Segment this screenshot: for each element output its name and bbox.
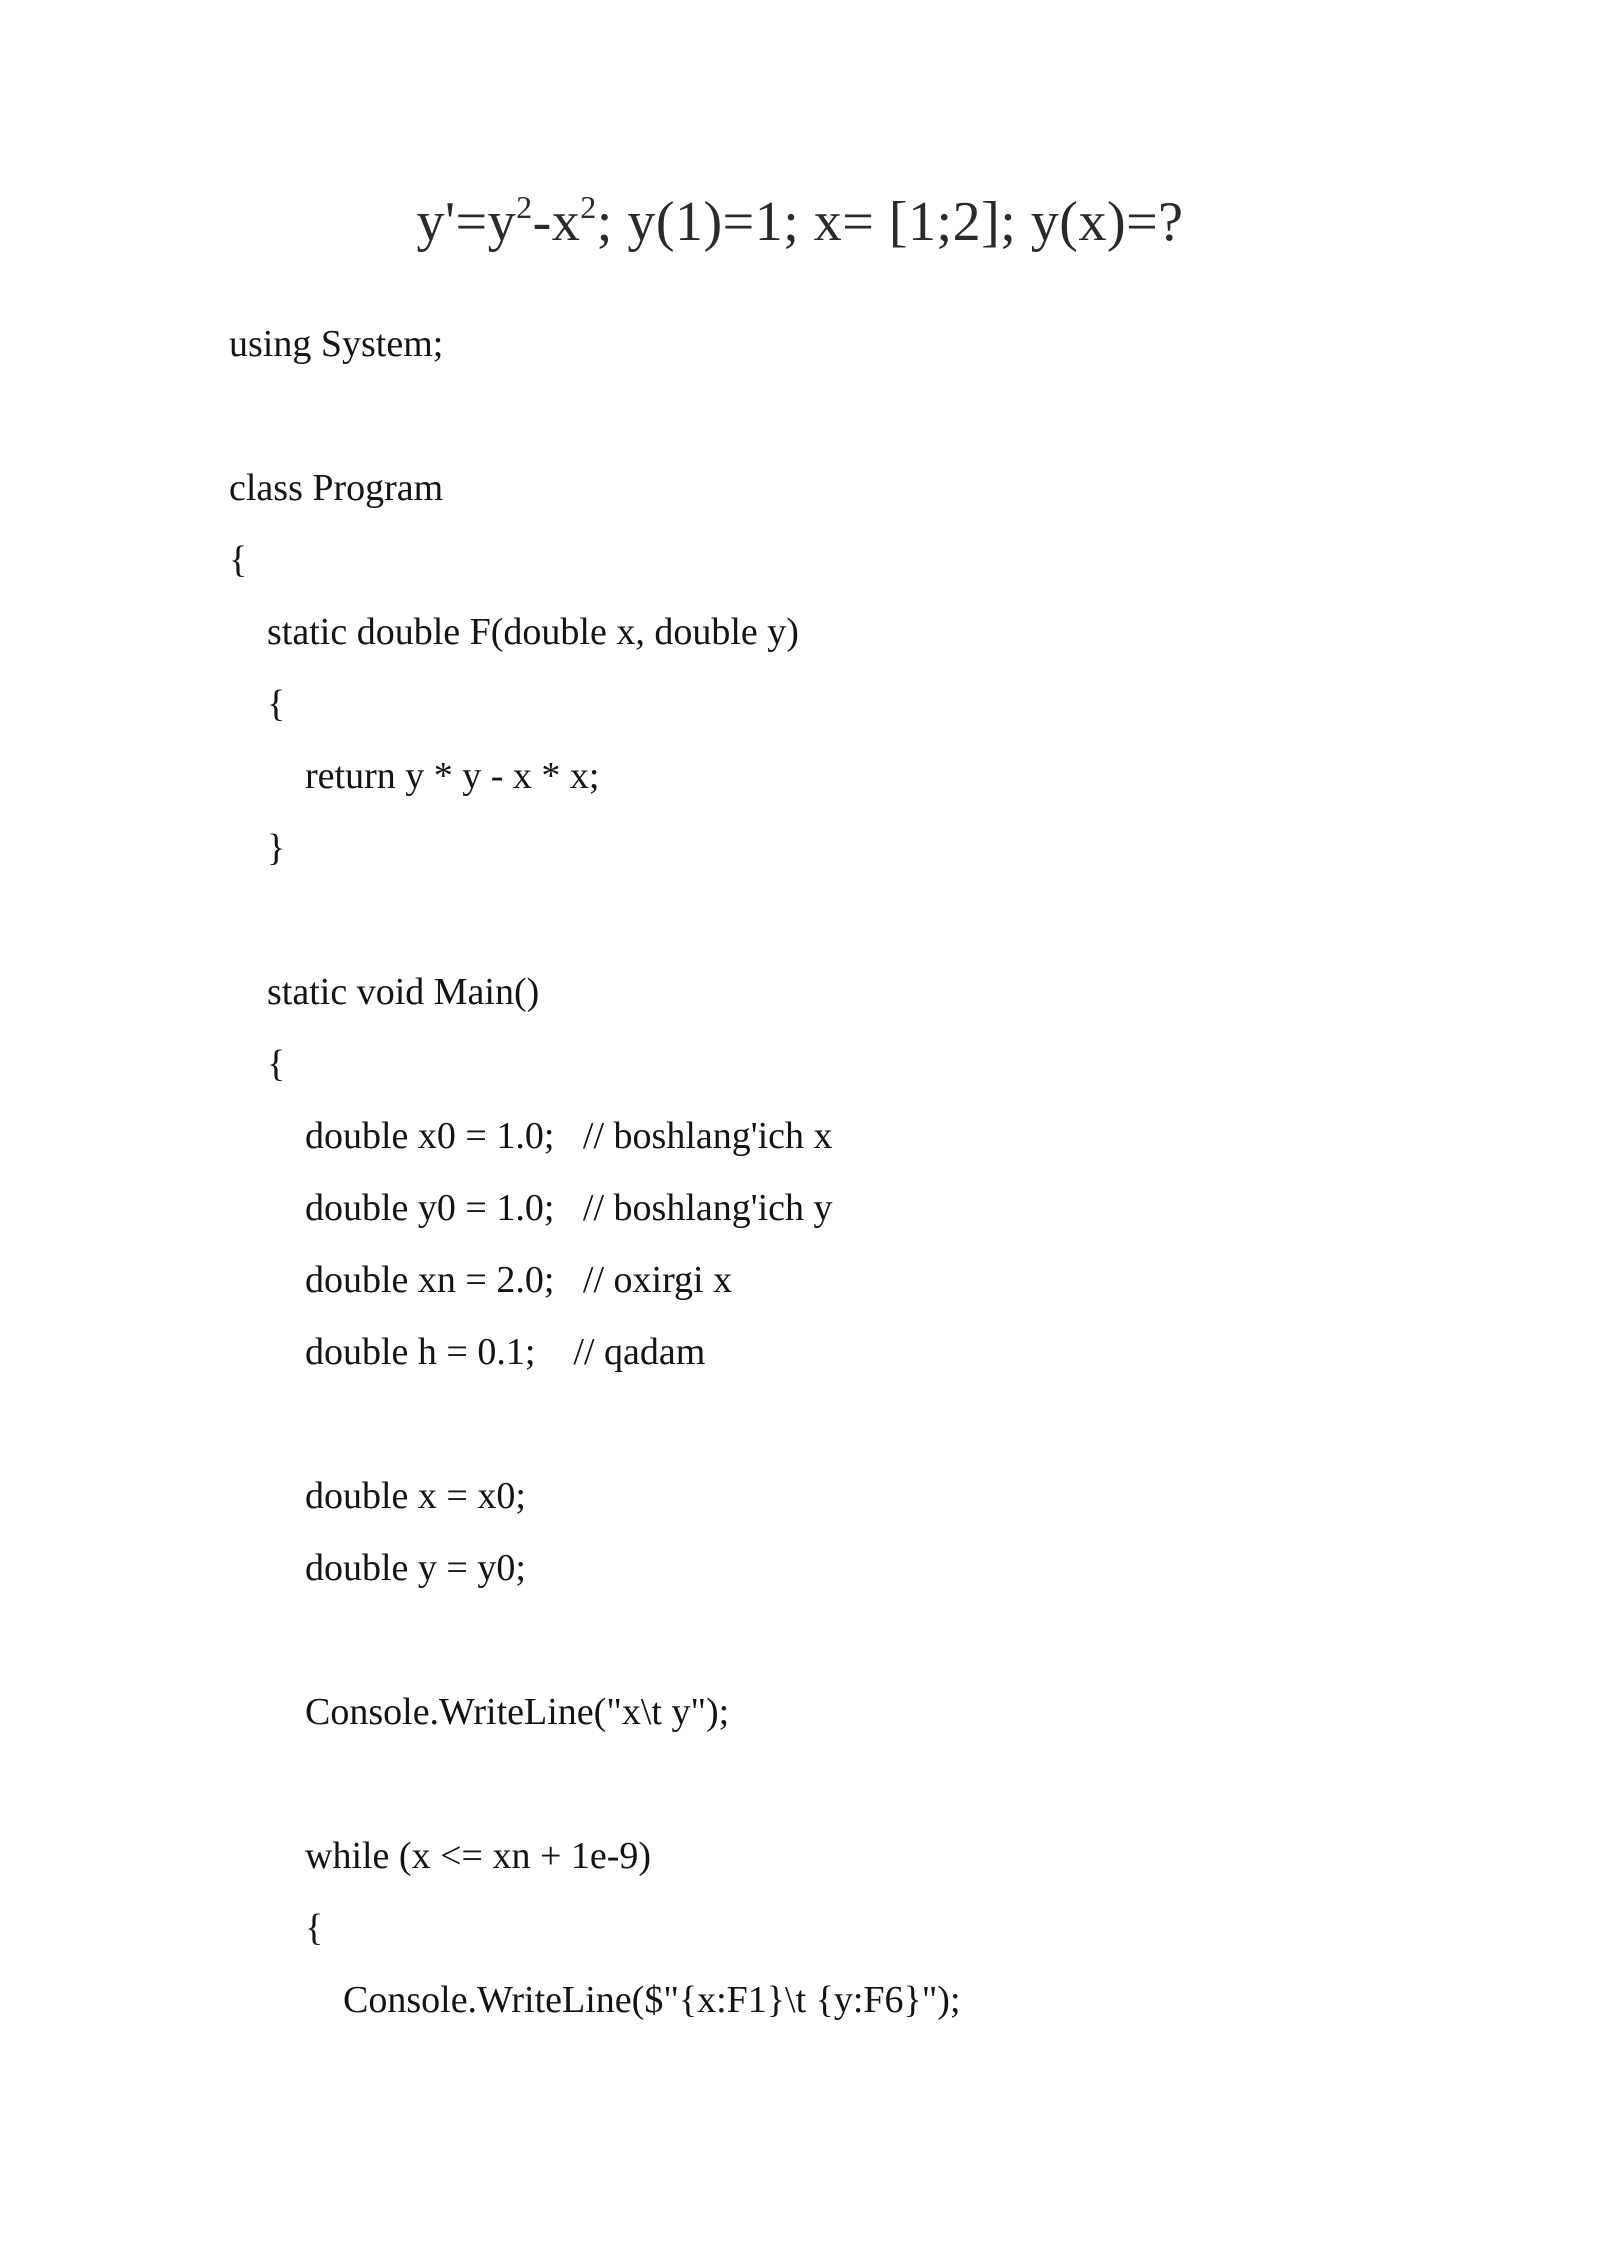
code-line: double xn = 2.0; // oxirgi x bbox=[305, 1259, 733, 1301]
code-line: double y = y0; bbox=[305, 1547, 526, 1589]
problem-equation bbox=[0, 190, 1600, 254]
code-line: double x0 = 1.0; // boshlang'ich x bbox=[305, 1115, 833, 1157]
equation-part: y'=y bbox=[416, 191, 517, 253]
code-line: { bbox=[305, 1907, 324, 1949]
code-line: { bbox=[267, 1043, 286, 1085]
equation-part: ; y(1)=1; x= [1;2]; y(x)=? bbox=[596, 191, 1184, 253]
equation-superscript: 2 bbox=[580, 189, 597, 225]
equation-superscript: 2 bbox=[516, 189, 533, 225]
code-line: class Program bbox=[229, 467, 444, 509]
code-line: { bbox=[229, 539, 248, 581]
code-line: double h = 0.1; // qadam bbox=[305, 1331, 706, 1373]
code-line: static void Main() bbox=[267, 971, 540, 1013]
code-line: Console.WriteLine("x\t y"); bbox=[305, 1691, 730, 1733]
code-line: using System; bbox=[229, 323, 444, 365]
code-line: { bbox=[267, 683, 286, 725]
code-line: } bbox=[267, 827, 286, 869]
code-line: static double F(double x, double y) bbox=[267, 611, 799, 653]
code-line: while (x <= xn + 1e-9) bbox=[305, 1835, 652, 1877]
code-line: double x = x0; bbox=[305, 1475, 526, 1517]
code-line: double y0 = 1.0; // boshlang'ich y bbox=[305, 1187, 833, 1229]
equation-part: -x bbox=[532, 191, 581, 253]
code-line: Console.WriteLine($"{x:F1}\t {y:F6}"); bbox=[343, 1979, 961, 2021]
code-line: return y * y - x * x; bbox=[305, 755, 600, 797]
